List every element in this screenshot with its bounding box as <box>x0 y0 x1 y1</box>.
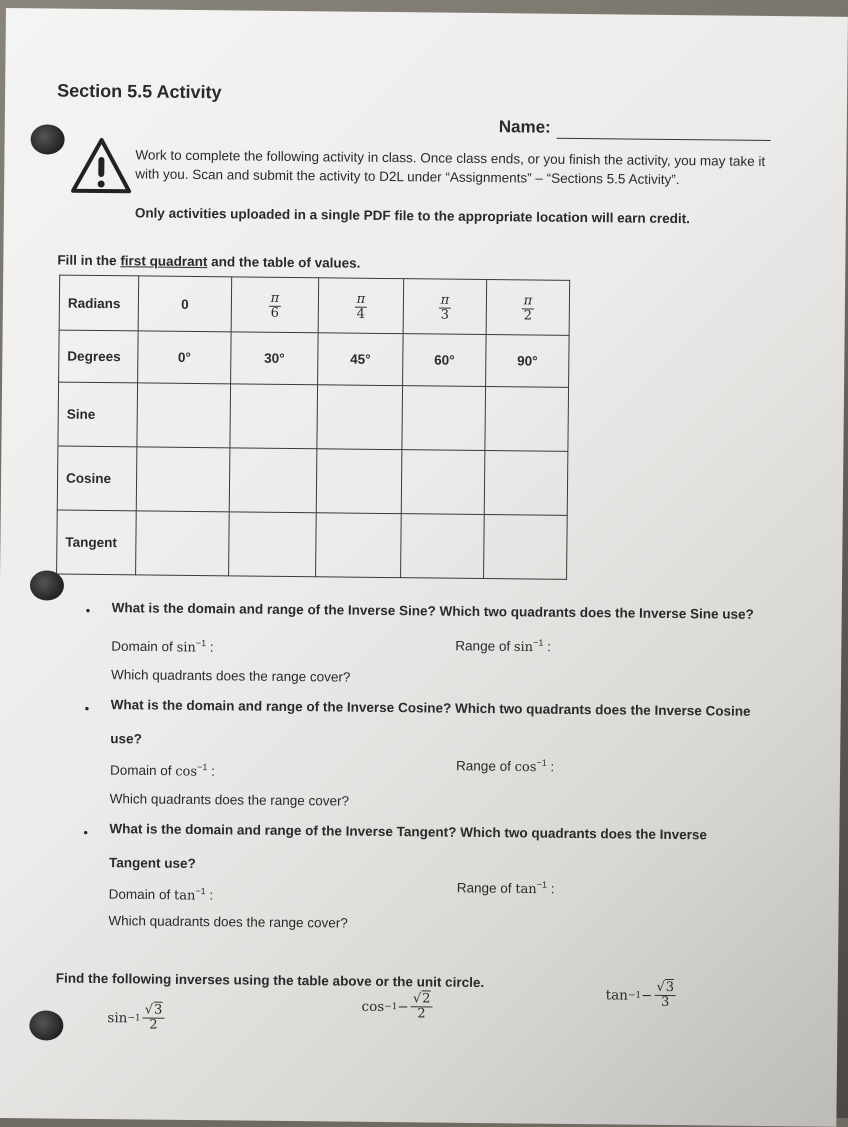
answer-cell[interactable] <box>229 512 317 577</box>
quadrants-prompt-3[interactable]: Which quadrants does the range cover? <box>108 913 348 931</box>
question-2-cont: use? <box>110 731 142 747</box>
answer-cell[interactable] <box>316 513 402 578</box>
warning-icon <box>70 137 133 196</box>
hole-punch <box>29 1010 63 1040</box>
row-label: Radians <box>59 275 139 331</box>
table-row-radians <box>59 275 570 335</box>
radian-cell: $\frac{\pi}{4}$ <box>318 278 404 334</box>
answer-cell[interactable] <box>316 449 402 514</box>
instructions-text: Work to complete the following activity in class. Once class ends, or you finish the activity, you may take it with you. Scan and submit the activity to D2L under “Assignments” – “Sections 5.5 Activity”. <box>135 147 766 188</box>
domain-prompt-3[interactable]: Domain of $\tan^{-1}$ : <box>108 886 214 904</box>
domain-prompt-2[interactable]: Domain of $\cos^{-1}$ : <box>109 762 215 780</box>
answer-cell[interactable] <box>402 386 486 451</box>
bullet: • <box>83 824 89 840</box>
table-row-cosine <box>57 446 568 515</box>
name-field[interactable] <box>557 138 771 141</box>
row-label: Tangent <box>57 510 137 575</box>
inverses-title: Find the following inverses using the table above or the unit circle. <box>55 970 485 991</box>
row-label: Cosine <box>57 446 137 511</box>
row-label: Sine <box>58 382 138 447</box>
bullet: • <box>84 700 90 716</box>
quadrants-prompt-2[interactable]: Which quadrants does the range cover? <box>109 791 350 809</box>
radian-cell: $\frac{\pi}{6}$ <box>231 277 319 333</box>
degree-cell: 90° <box>486 335 570 388</box>
bullet: • <box>85 602 91 618</box>
question-2: What is the domain and range of the Inverse Cosine? Which two quadrants does the Inverse Cosine <box>110 697 751 719</box>
degree-cell: 0° <box>138 331 232 384</box>
answer-cell[interactable] <box>484 515 568 580</box>
radian-cell: 0 <box>138 276 232 332</box>
domain-prompt-1[interactable]: Domain of $\sin^{-1}$ : <box>111 638 214 656</box>
worksheet-page <box>0 8 848 1127</box>
radian-cell: $\frac{\pi}{2}$ <box>486 280 570 336</box>
inverse-sin-expression[interactable]: sin −1 $\frac{√3}{2}$ <box>107 1002 163 1033</box>
answer-cell[interactable] <box>229 448 317 513</box>
table-row-degrees <box>59 330 570 387</box>
question-1: What is the domain and range of the Inverse Sine? Which two quadrants does the Inverse Sine use? <box>111 600 754 622</box>
radian-cell: $\frac{\pi}{3}$ <box>403 279 487 335</box>
row-label: Degrees <box>59 330 139 383</box>
answer-cell[interactable] <box>136 447 230 512</box>
table-instructions: Fill in the first quadrant and the table of values. <box>57 252 361 271</box>
credit-note: Only activities uploaded in a single PDF file to the appropriate location will earn credit. <box>134 205 691 227</box>
answer-cell[interactable] <box>230 384 318 449</box>
hole-punch <box>30 124 64 154</box>
question-3: What is the domain and range of the Inverse Tangent? Which two quadrants does the Inverse <box>109 821 708 843</box>
page-title: Section 5.5 Activity <box>57 80 222 103</box>
name-label: Name: <box>498 117 551 137</box>
degree-cell: 45° <box>318 333 404 386</box>
hole-punch <box>30 570 64 600</box>
answer-cell[interactable] <box>485 387 569 452</box>
answer-cell[interactable] <box>401 514 485 579</box>
quadrants-prompt-1[interactable]: Which quadrants does the range cover? <box>110 667 351 685</box>
range-prompt-2[interactable]: Range of $\cos^{-1}$ : <box>456 757 555 776</box>
values-table <box>56 275 570 580</box>
answer-cell[interactable] <box>137 383 231 448</box>
answer-cell[interactable] <box>317 385 403 450</box>
inverse-cos-expression[interactable]: cos −1 − $\frac{√2}{2}$ <box>361 991 431 1022</box>
answer-cell[interactable] <box>484 451 568 516</box>
table-row-sine <box>58 382 569 451</box>
range-prompt-3[interactable]: Range of $\tan^{-1}$ : <box>456 879 555 898</box>
question-3-cont: Tangent use? <box>108 855 196 872</box>
table-row-tangent <box>57 510 568 579</box>
degree-cell: 60° <box>403 334 487 387</box>
degree-cell: 30° <box>231 332 319 385</box>
inverse-tan-expression[interactable]: tan −1 − $\frac{√3}{3}$ <box>605 979 675 1011</box>
answer-cell[interactable] <box>401 450 485 515</box>
range-prompt-1[interactable]: Range of $\sin^{-1}$ : <box>455 637 551 656</box>
answer-cell[interactable] <box>136 511 230 576</box>
